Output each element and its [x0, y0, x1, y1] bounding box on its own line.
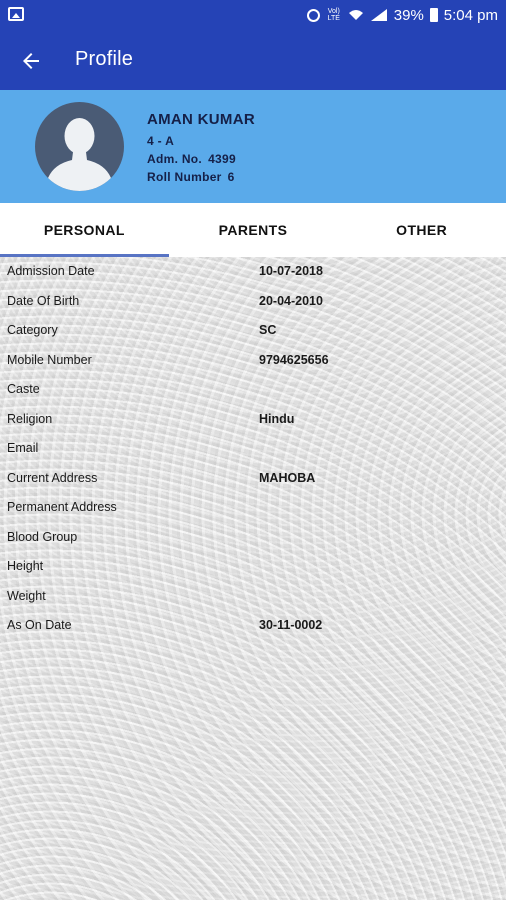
field-label: Height [7, 559, 44, 573]
field-label: As On Date [7, 618, 72, 632]
field-label: Admission Date [7, 264, 95, 278]
alarm-icon [307, 9, 320, 22]
field-row-current-address [0, 464, 506, 493]
field-row-as-on-date [0, 611, 506, 640]
roll-number-value: 6 [227, 170, 235, 184]
field-value: 9794625656 [259, 352, 329, 367]
field-row-date-of-birth [0, 287, 506, 316]
profile-header [0, 90, 506, 203]
person-silhouette-icon [35, 102, 124, 191]
field-label: Date Of Birth [7, 293, 80, 308]
field-label: Blood Group [7, 529, 78, 544]
field-label: Permanent Address [7, 500, 117, 514]
tab-personal[interactable]: PERSONAL [0, 203, 169, 257]
student-name: AMAN KUMAR [147, 111, 255, 128]
field-row-weight [0, 582, 506, 611]
field-row-religion [0, 405, 506, 434]
field-row-mobile-number [0, 346, 506, 375]
field-label: Category [7, 323, 58, 337]
tab-parents[interactable]: PARENTS [218, 222, 288, 238]
field-value: 10-07-2018 [259, 264, 323, 278]
field-row-height [0, 552, 506, 581]
tab-bar [0, 203, 506, 257]
field-label: Mobile Number [7, 352, 92, 367]
status-icons [307, 5, 498, 25]
page-title: Profile [75, 48, 134, 70]
field-label: Current Address [7, 470, 98, 485]
wifi-icon [348, 9, 364, 21]
admission-number-value: 4399 [208, 152, 236, 166]
field-value: 20-04-2010 [259, 293, 323, 308]
roll-number [147, 168, 255, 186]
admission-number-label: Adm. No. [147, 152, 203, 166]
field-label: Email [7, 441, 39, 455]
roll-number-label: Roll Number [147, 170, 222, 184]
battery-icon [430, 8, 438, 22]
field-row-blood-group [0, 523, 506, 552]
field-value: Hindu [259, 411, 295, 426]
field-label: Religion [7, 411, 53, 426]
gallery-notification-icon [8, 7, 24, 21]
field-row-category [0, 316, 506, 345]
field-value: MAHOBA [259, 470, 316, 485]
back-button[interactable] [16, 46, 46, 76]
personal-details[interactable] [0, 257, 506, 900]
class-section: 4 - A [147, 134, 175, 148]
clock-time: 5:04 pm [443, 6, 498, 24]
tab-other[interactable]: OTHER [396, 222, 448, 238]
signal-icon [370, 8, 388, 22]
field-row-caste [0, 375, 506, 404]
field-label: Weight [7, 588, 46, 603]
status-bar [0, 0, 506, 30]
field-row-email [0, 434, 506, 463]
field-value: 30-11-0002 [259, 618, 323, 632]
battery-percent: 39% [393, 6, 424, 24]
avatar [35, 102, 124, 191]
field-row-permanent-address [0, 493, 506, 522]
field-label: Caste [7, 382, 40, 396]
arrow-left-icon [19, 49, 43, 73]
admission-number [147, 150, 255, 168]
profile-info [147, 111, 255, 186]
volte-icon: Vol) LTE [327, 8, 340, 22]
field-row-admission-date [0, 257, 506, 286]
app-bar [0, 30, 506, 90]
field-value: SC [259, 323, 277, 337]
